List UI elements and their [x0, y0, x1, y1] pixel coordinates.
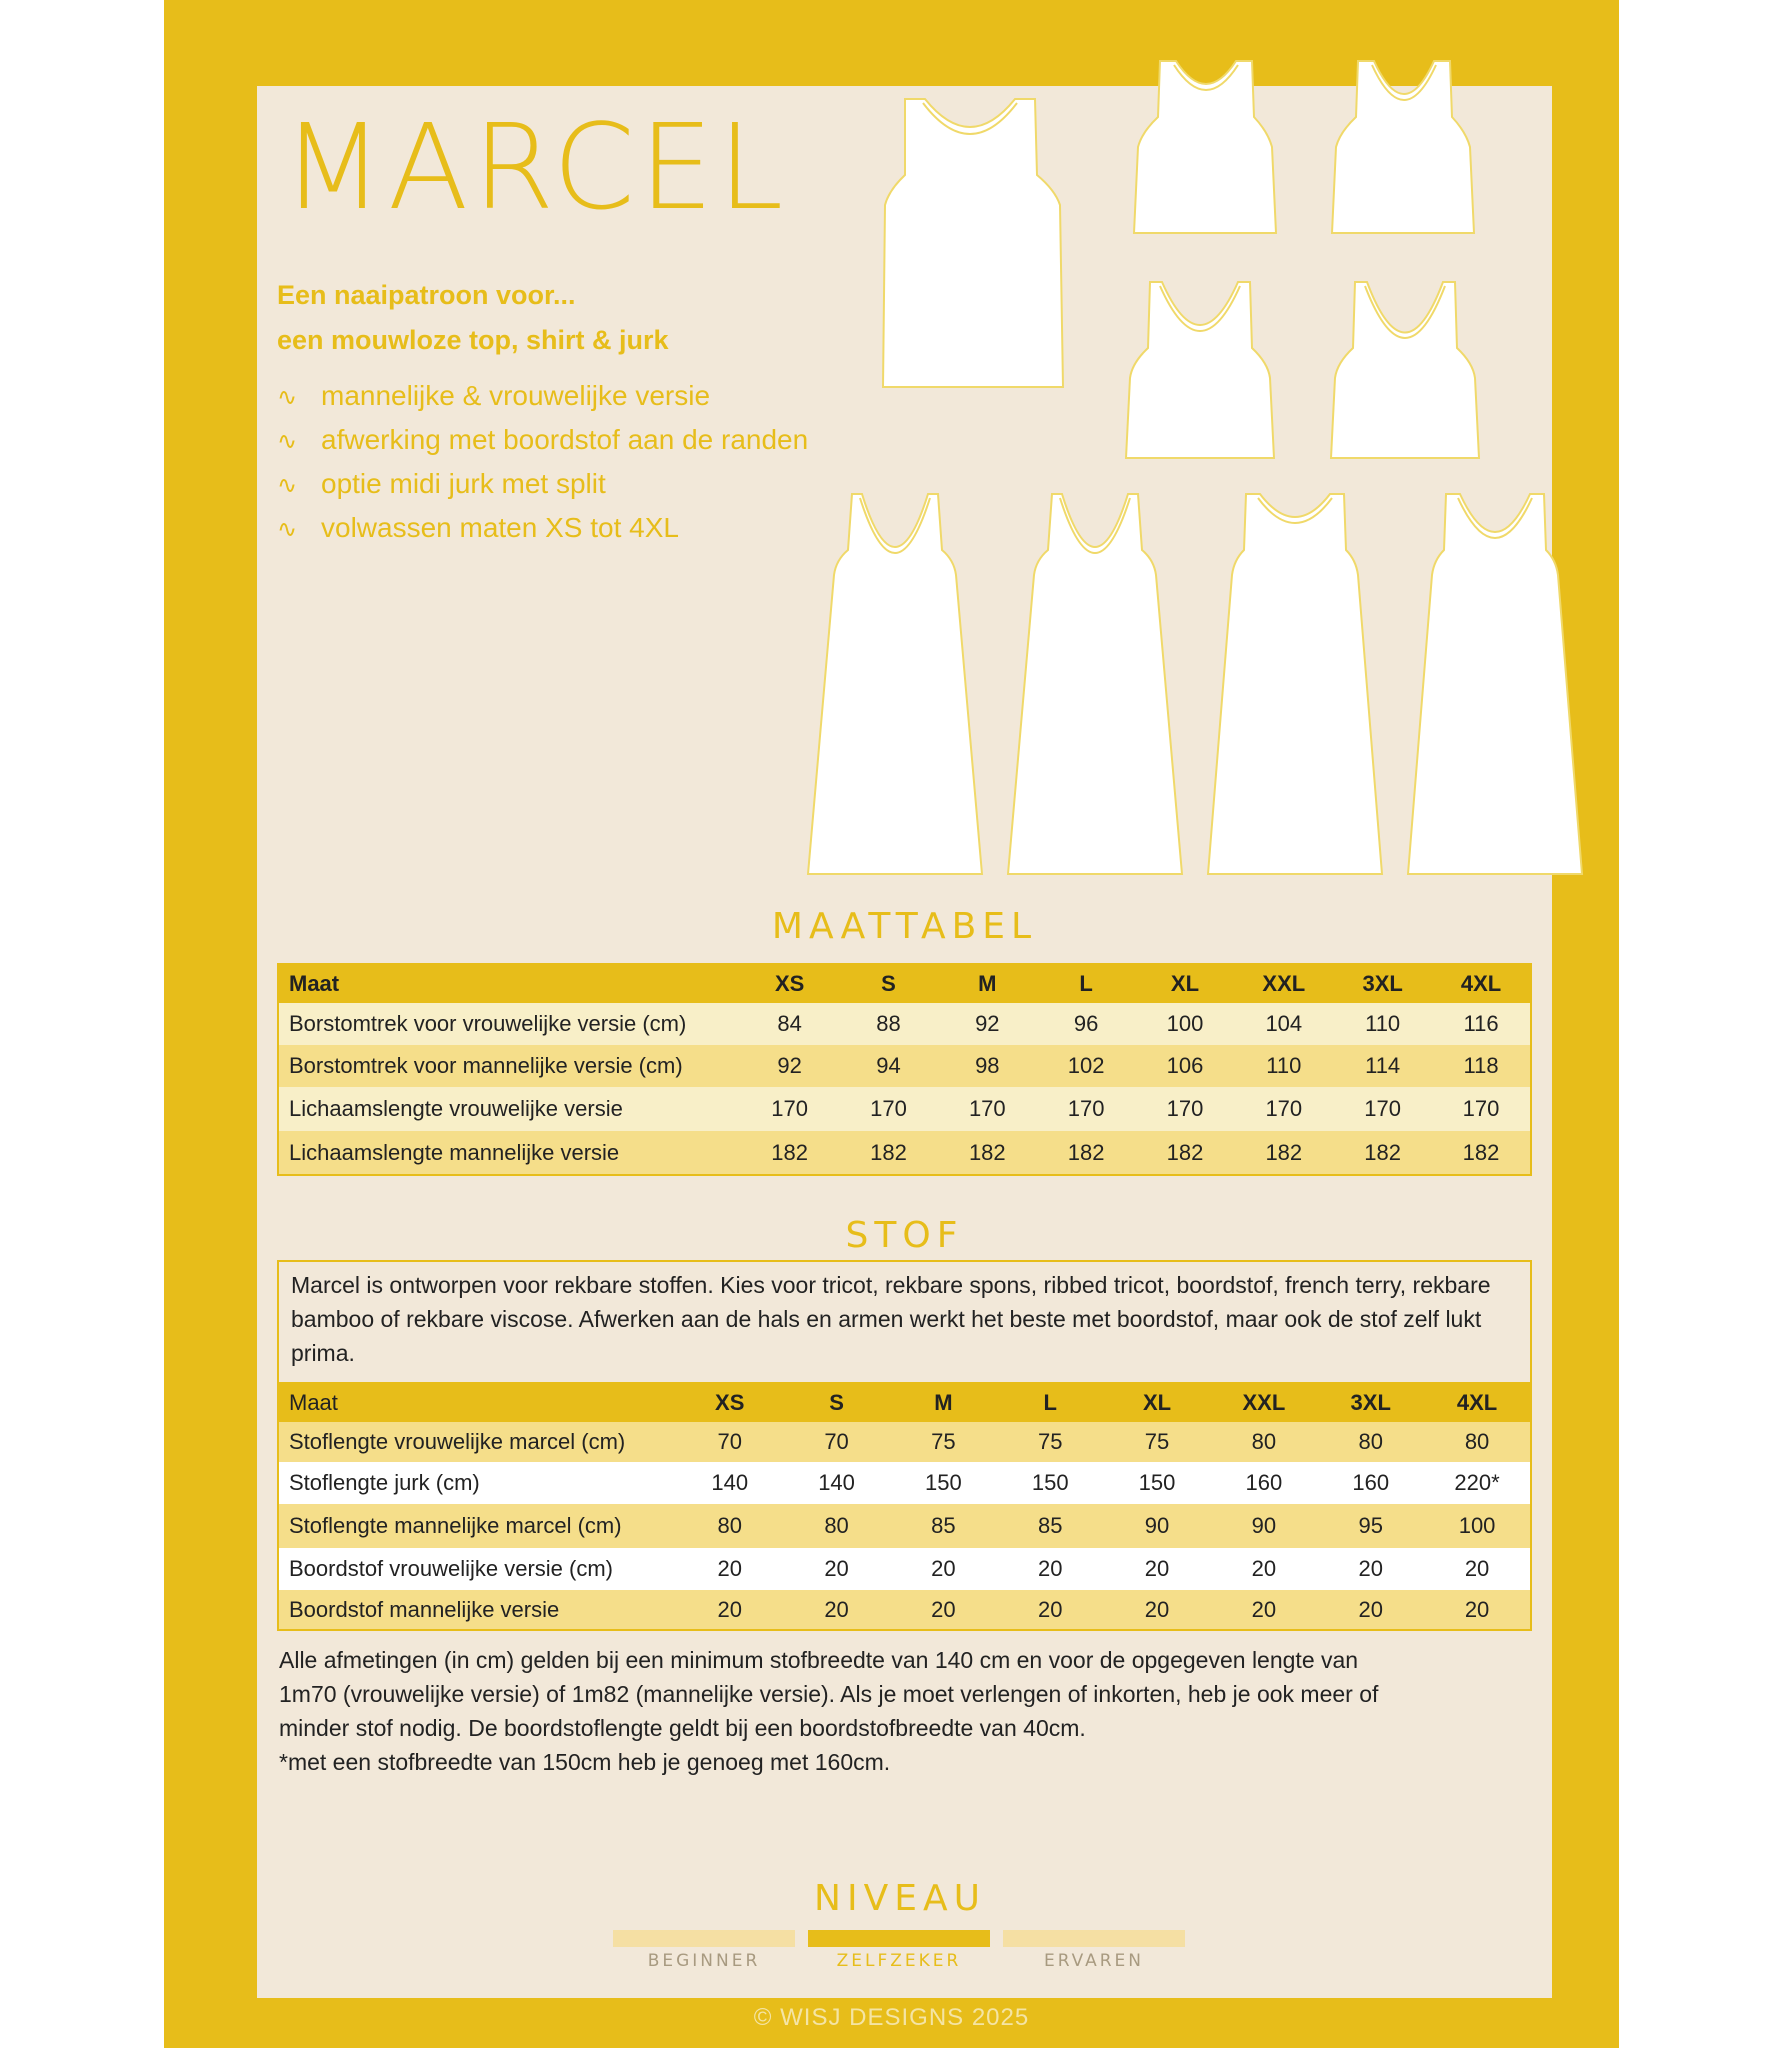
pattern-title: MARCEL — [282, 98, 788, 236]
size-table-header: Maat XS S M L XL XXL 3XL 4XL — [278, 964, 1531, 1003]
table-row: Stoflengte jurk (cm) 140 140 150 150 150 160 160 220* — [278, 1462, 1531, 1504]
level-label-ervaren: ERVAREN — [1043, 1951, 1145, 1971]
fabric-table-header: Maat XS S M L XL XXL 3XL 4XL — [278, 1383, 1531, 1422]
dress-illustration — [804, 490, 986, 880]
table-row: Boordstof mannelijke versie 20 20 20 20 20 20 20 20 — [278, 1590, 1531, 1630]
table-row: Stoflengte mannelijke marcel (cm) 80 80 85 85 90 90 95 100 — [278, 1504, 1531, 1548]
table-row: Lichaamslengte mannelijke versie 182 182 182 182 182 182 182 182 — [278, 1131, 1531, 1175]
level-label-zelfzeker: ZELFZEKER — [836, 1951, 962, 1971]
tilde-bullet-icon: ∿ — [277, 516, 298, 543]
tank-top-illustration — [1325, 278, 1485, 463]
short-top-illustration — [1326, 57, 1481, 237]
level-bar-ervaren — [1003, 1930, 1185, 1947]
level-title: NIVEAU — [814, 1878, 986, 1919]
feature-item: ∿ volwassen maten XS tot 4XL — [277, 506, 808, 550]
feature-item: ∿ optie midi jurk met split — [277, 462, 808, 506]
tilde-bullet-icon: ∿ — [277, 428, 298, 455]
dress-illustration — [1204, 490, 1386, 880]
copyright: © WISJ DESIGNS 2025 — [753, 2004, 1030, 2031]
subtitle-line-1: Een naaipatroon voor... — [277, 280, 576, 310]
feature-item: ∿ mannelijke & vrouwelijke versie — [277, 374, 808, 418]
fabric-description: Marcel is ontworpen voor rekbare stoffen. Kies voor tricot, rekbare spons, ribbed tricot, boordstof, french terry, rekbare bamboo of rekbare viscose. Afwerken aan de hals en armen werkt het beste met boordstof, maar ook de stof zelf lukt prima. — [277, 1260, 1532, 1382]
fabric-table — [277, 1382, 1532, 1631]
fabric-title: STOF — [845, 1215, 964, 1256]
subtitle-line-2: een mouwloze top, shirt & jurk — [277, 325, 669, 355]
dress-illustration — [1004, 490, 1186, 880]
level-bar-zelfzeker — [808, 1930, 990, 1947]
fabric-footnote: Alle afmetingen (in cm) gelden bij een minimum stofbreedte van 140 cm en voor de opgegeven lengte van 1m70 (vrouwelijke versie) of 1m82 (mannelijke versie). Als je moet verlengen of inkorten, heb je ook meer of minder stof nodig. De boordstoflengte geldt bij een boordstofbreedte van 40cm. *met een stofbreedte van 150cm heb je genoeg met 160cm. — [279, 1647, 1379, 1775]
level-label-beginner: BEGINNER — [647, 1951, 761, 1971]
size-table — [277, 963, 1532, 1176]
short-top-illustration — [1128, 57, 1283, 237]
tilde-bullet-icon: ∿ — [277, 384, 298, 411]
tank-top-illustration — [875, 95, 1065, 390]
table-row: Lichaamslengte vrouwelijke versie 170 170 170 170 170 170 170 170 — [278, 1087, 1531, 1131]
tank-top-illustration — [1120, 278, 1280, 463]
dress-illustration — [1404, 490, 1586, 880]
feature-item: ∿ afwerking met boordstof aan de randen — [277, 418, 808, 462]
feature-list — [277, 374, 808, 550]
table-row: Borstomtrek voor vrouwelijke versie (cm) 84 88 92 96 100 104 110 116 — [278, 1003, 1531, 1045]
table-row: Stoflengte vrouwelijke marcel (cm) 70 70 75 75 75 80 80 80 — [278, 1422, 1531, 1462]
size-table-title: MAATTABEL — [771, 906, 1038, 947]
tilde-bullet-icon: ∿ — [277, 472, 298, 499]
table-row: Borstomtrek voor mannelijke versie (cm) 92 94 98 102 106 110 114 118 — [278, 1045, 1531, 1087]
level-bar-beginner — [613, 1930, 795, 1947]
table-row: Boordstof vrouwelijke versie (cm) 20 20 20 20 20 20 20 20 — [278, 1548, 1531, 1590]
